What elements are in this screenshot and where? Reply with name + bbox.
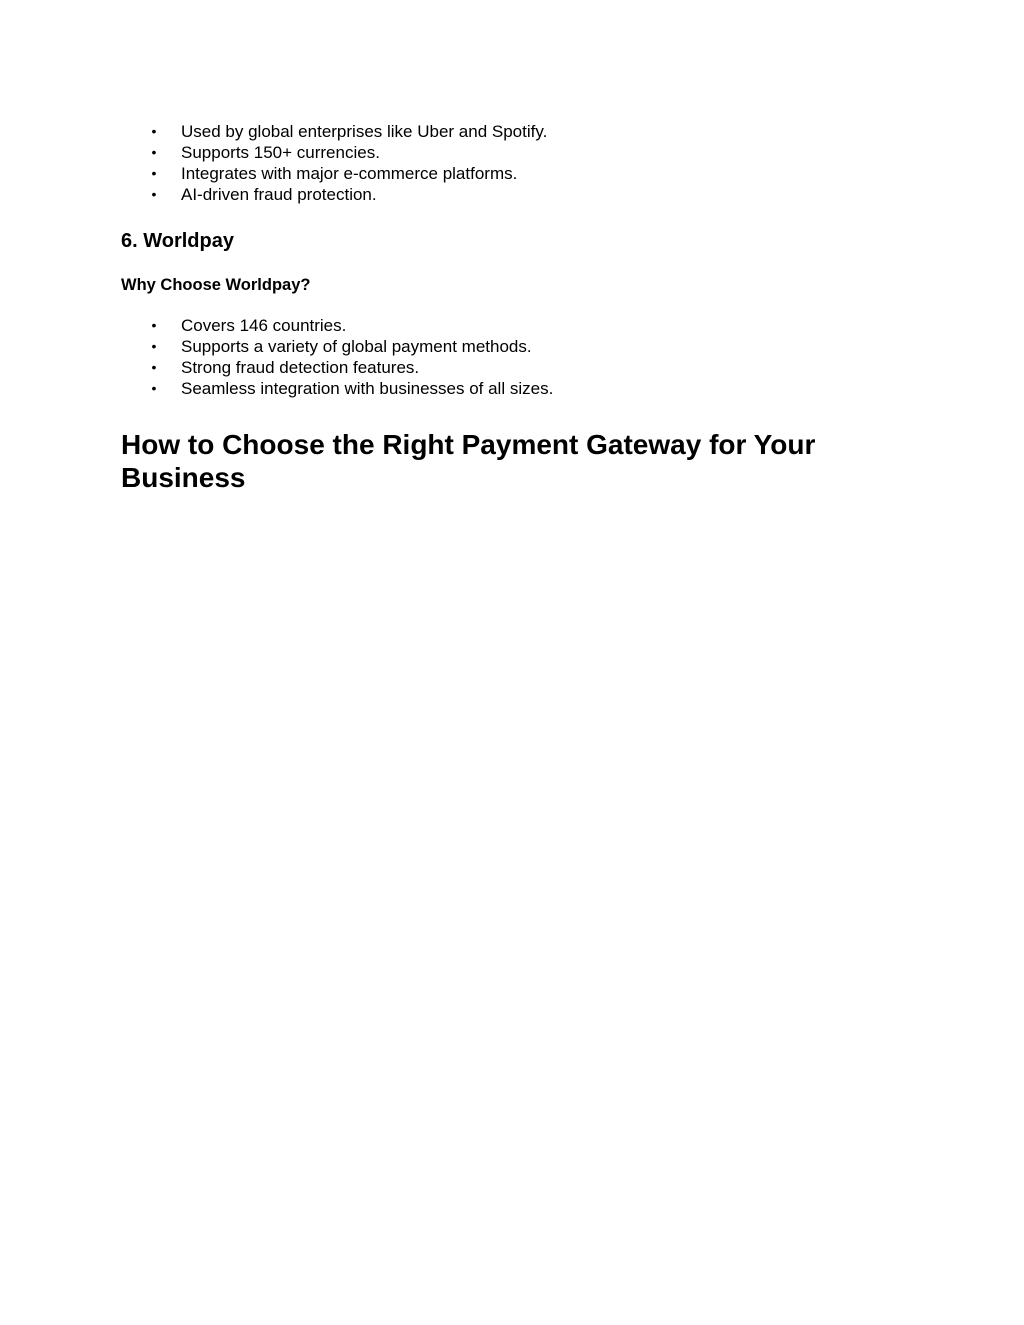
list-item-text: Supports a variety of global payment methods. bbox=[181, 337, 532, 356]
list-item-text: Integrates with major e-commerce platforms. bbox=[181, 164, 518, 183]
bullet-icon: • bbox=[151, 144, 157, 160]
list-item-text: Seamless integration with businesses of all sizes. bbox=[181, 379, 554, 398]
bullet-icon: • bbox=[151, 380, 157, 396]
section-heading-worldpay: 6. Worldpay bbox=[121, 230, 234, 252]
subheading-why-choose: Why Choose Worldpay? bbox=[121, 276, 311, 294]
list-item-text: Covers 146 countries. bbox=[181, 316, 347, 335]
bullet-icon: • bbox=[151, 186, 157, 202]
bullet-icon: • bbox=[151, 317, 157, 333]
bullet-icon: • bbox=[151, 165, 157, 181]
bullet-icon: • bbox=[151, 359, 157, 375]
list-item-text: Supports 150+ currencies. bbox=[181, 143, 380, 162]
bullet-icon: • bbox=[151, 338, 157, 354]
list-item-text: Strong fraud detection features. bbox=[181, 358, 420, 377]
list-item-text: Used by global enterprises like Uber and Spotify. bbox=[181, 122, 548, 141]
main-heading-choose-gateway: How to Choose the Right Payment Gateway for Your Business bbox=[121, 429, 816, 493]
bullet-icon: • bbox=[151, 123, 157, 139]
list-item-text: AI-driven fraud protection. bbox=[181, 185, 377, 204]
